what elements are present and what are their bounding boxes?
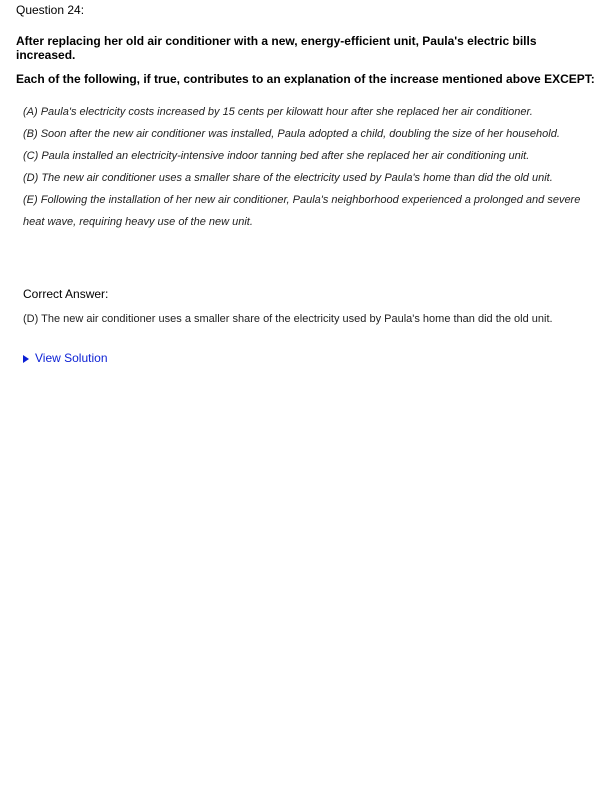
choice-d: (D) The new air conditioner uses a smaller share of the electricity used by Paula's home than did the old unit. bbox=[23, 172, 553, 184]
view-solution-link[interactable] bbox=[23, 351, 108, 365]
answer-choices bbox=[23, 101, 601, 233]
choice-c: (C) Paula installed an electricity-intensive indoor tanning bed after she replaced her air conditioning unit. bbox=[23, 150, 530, 162]
question-stem: After replacing her old air conditioner with a new, energy-efficient unit, Paula's electric bills increased. bbox=[16, 34, 537, 62]
correct-answer-text: (D) The new air conditioner uses a smaller share of the electricity used by Paula's home than did the old unit. bbox=[23, 313, 553, 325]
choice-e: (E) Following the installation of her new air conditioner, Paula's neighborhood experienced a prolonged and severe heat wave, requiring heavy use of the new unit. bbox=[23, 194, 581, 228]
question-title: Question 24: bbox=[16, 3, 85, 17]
correct-answer-label: Correct Answer: bbox=[23, 287, 109, 301]
question-prompt: Each of the following, if true, contributes to an explanation of the increase mentioned above EXCEPT: bbox=[16, 72, 595, 86]
choice-a: (A) Paula's electricity costs increased by 15 cents per kilowatt hour after she replaced her air conditioner. bbox=[23, 106, 533, 118]
view-solution-label: View Solution bbox=[35, 351, 108, 365]
triangle-right-icon bbox=[23, 355, 29, 363]
choice-b: (B) Soon after the new air conditioner was installed, Paula adopted a child, doubling the size of her household. bbox=[23, 128, 560, 140]
